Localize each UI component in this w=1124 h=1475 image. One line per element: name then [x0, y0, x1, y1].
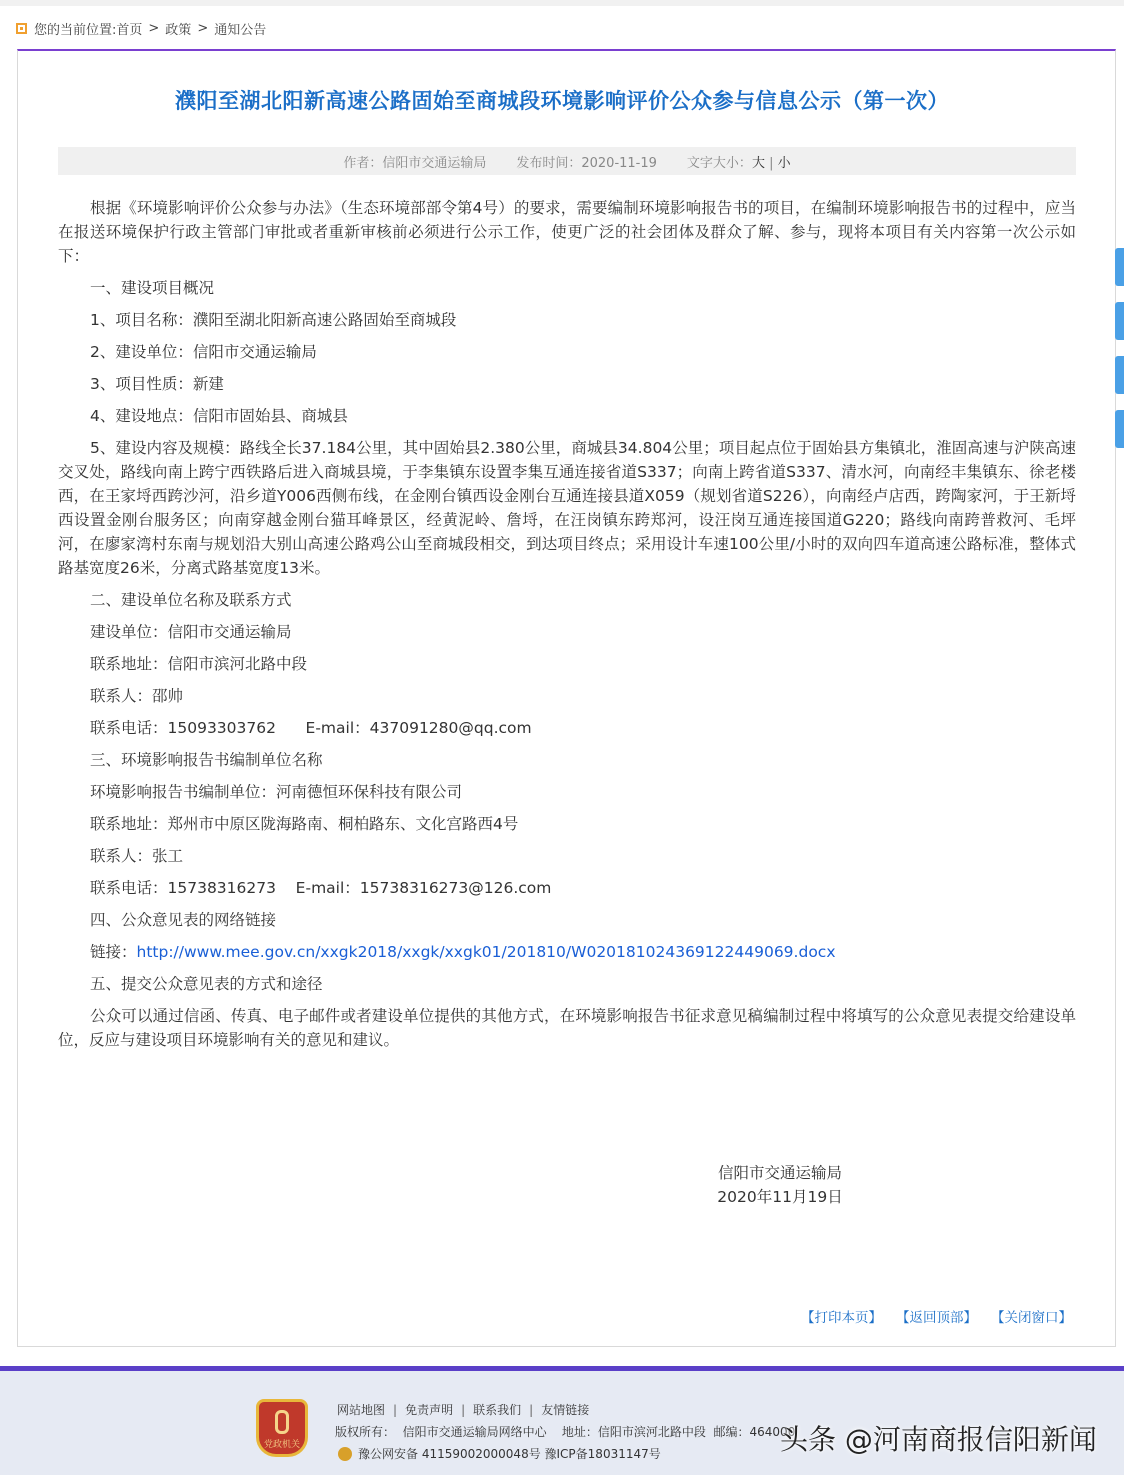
article-actions — [801, 1306, 1072, 1326]
paragraph: 根据《环境影响评价公众参与办法》（生态环境部部令第4号）的要求，需要编制环境影响报告书的项目，在编制环境影响报告书的过程中，应当在报送环境保护行政主管部门审批或者重新审核前必须进行公示工作，使更广泛的社会团体及群众了解、参与，现将本项目有关内容第一次公示如下： — [58, 199, 1076, 265]
font-small-button[interactable]: 小 — [777, 155, 791, 171]
breadcrumb-item-notice[interactable]: 通知公告 — [214, 22, 267, 38]
footer-links — [337, 1401, 589, 1418]
paragraph: 建设单位：信阳市交通运输局 — [90, 623, 292, 641]
footer-separator: | — [393, 1403, 398, 1417]
watermark: 头条 @河南商报信阳新闻 — [780, 1423, 1097, 1456]
license-text[interactable]: 豫公网安备 41159002000048号 豫ICP备18031147号 — [358, 1447, 661, 1461]
signature — [690, 1161, 870, 1209]
paragraph: 5、建设内容及规模：路线全长37.184公里，其中固始县2.380公里，商城县34.804公里；项目起点位于固始县方集镇北，淮固高速与沪陕高速交叉处，路线向南上跨宁西铁路后进入商城县境，于李集镇东设置李集互通连接省道S337；向南上跨省道S337、清水河，向南经丰集镇东、徐老楼西，在王家埒西跨沙河，沿乡道Y006西侧布线，在金刚台镇西设金刚台互通连接县道X059（规划省道S226），向南经卢店西，跨陶家河，于王新埒西设置金刚台服务区；向南穿越金刚台猫耳峰景区，经黄泥岭、詹埒，在汪岗镇东跨郑河，设汪岗互通连接国道G220；路线向南跨普救河、毛坪河，在廖家湾村东南与规划沿大别山高速公路鸡公山至商城段相交，到达项目终点；采用设计车速100公里/小时的双向四车道高速公路标准，整体式路基宽度26米，分离式路基宽度13米。 — [58, 439, 1076, 577]
paragraph: 联系电话：15738316273 E-mail：15738316273@126.com — [90, 879, 552, 897]
meta-date: 发布时间：2020-11-19 — [516, 155, 657, 171]
meta-author: 作者：信阳市交通运输局 — [343, 155, 487, 171]
footer-link-disclaimer[interactable]: 免责声明 — [405, 1403, 454, 1417]
side-tool-button[interactable] — [1115, 302, 1124, 340]
footer-link-friends[interactable]: 友情链接 — [541, 1403, 590, 1417]
link-label: 链接： — [90, 943, 137, 961]
paragraph: 环境影响报告书编制单位：河南德恒环保科技有限公司 — [90, 783, 463, 801]
side-toolbar — [1115, 248, 1124, 464]
emblem-mark — [275, 1410, 289, 1434]
meta-font-size — [687, 152, 791, 171]
paragraph: 4、建设地点：信阳市固始县、商城县 — [90, 407, 348, 425]
paragraph: 联系人：张工 — [90, 847, 184, 865]
paragraph: 三、环境影响报告书编制单位名称 — [90, 751, 323, 769]
top-strip — [0, 0, 1124, 6]
paragraph: 四、公众意见表的网络链接 — [90, 911, 277, 929]
close-window-button[interactable]: 【关闭窗口】 — [991, 1310, 1072, 1326]
font-size-divider: | — [769, 155, 774, 171]
page-title: 濮阳至湖北阳新高速公路固始至商城段环境影响评价公众参与信息公示（第一次） — [175, 89, 949, 113]
footer-separator: | — [461, 1403, 466, 1417]
breadcrumb — [16, 18, 266, 38]
signature-date: 2020年11月19日 — [717, 1188, 843, 1206]
article-meta — [58, 147, 1076, 175]
paragraph: 联系人：邵帅 — [90, 687, 184, 705]
print-button[interactable]: 【打印本页】 — [801, 1310, 882, 1326]
paragraph: 一、建设项目概况 — [90, 279, 215, 297]
article-body — [58, 196, 1076, 1060]
paragraph: 二、建设单位名称及联系方式 — [90, 591, 292, 609]
paragraph: 联系地址：信阳市滨河北路中段 — [90, 655, 308, 673]
party-government-emblem-icon[interactable] — [256, 1399, 308, 1457]
paragraph: 1、项目名称：濮阳至湖北阳新高速公路固始至商城段 — [90, 311, 457, 329]
back-to-top-button[interactable]: 【返回顶部】 — [896, 1310, 977, 1326]
paragraph: 五、提交公众意见表的方式和途径 — [90, 975, 323, 993]
footer-link-contact[interactable]: 联系我们 — [473, 1403, 522, 1417]
emblem-text: 党政机关 — [263, 1440, 300, 1450]
paragraph: 联系电话：15093303762 E-mail：437091280@qq.com — [90, 719, 532, 737]
footer-separator: | — [529, 1403, 534, 1417]
font-large-button[interactable]: 大 — [751, 155, 765, 171]
link-paragraph — [58, 940, 1076, 964]
signature-org: 信阳市交通运输局 — [717, 1164, 842, 1182]
breadcrumb-separator: > — [197, 20, 209, 36]
paragraph: 联系地址：郑州市中原区陇海路南、桐柏路东、文化宫路西4号 — [90, 815, 519, 833]
location-icon — [16, 23, 27, 34]
side-tool-button[interactable] — [1115, 248, 1124, 286]
paragraph: 公众可以通过信函、传真、电子邮件或者建设单位提供的其他方式，在环境影响报告书征求意见稿编制过程中将填写的公众意见表提交给建设单位，反应与建设项目环境影响有关的意见和建议。 — [58, 1007, 1076, 1049]
paragraph: 3、项目性质：新建 — [90, 375, 224, 393]
breadcrumb-home[interactable]: 您的当前位置:首页 — [34, 22, 143, 38]
footer-copyright: 版权所有： 信阳市交通运输局网络中心 地址：信阳市滨河北路中段 邮编：464000 — [335, 1425, 796, 1439]
side-tool-button[interactable] — [1115, 356, 1124, 394]
breadcrumb-item-policy[interactable]: 政策 — [165, 22, 192, 38]
paragraph: 2、建设单位：信阳市交通运输局 — [90, 343, 317, 361]
police-badge-icon — [338, 1447, 352, 1461]
footer-license — [338, 1445, 661, 1462]
font-size-label: 文字大小： — [686, 155, 752, 171]
footer-link-sitemap[interactable]: 网站地图 — [337, 1403, 386, 1417]
opinion-form-link[interactable]: http://www.mee.gov.cn/xxgk2018/xxgk/xxgk01/201810/W020181024369122449069.docx — [136, 943, 836, 961]
breadcrumb-separator: > — [148, 20, 160, 36]
side-tool-button[interactable] — [1115, 410, 1124, 448]
